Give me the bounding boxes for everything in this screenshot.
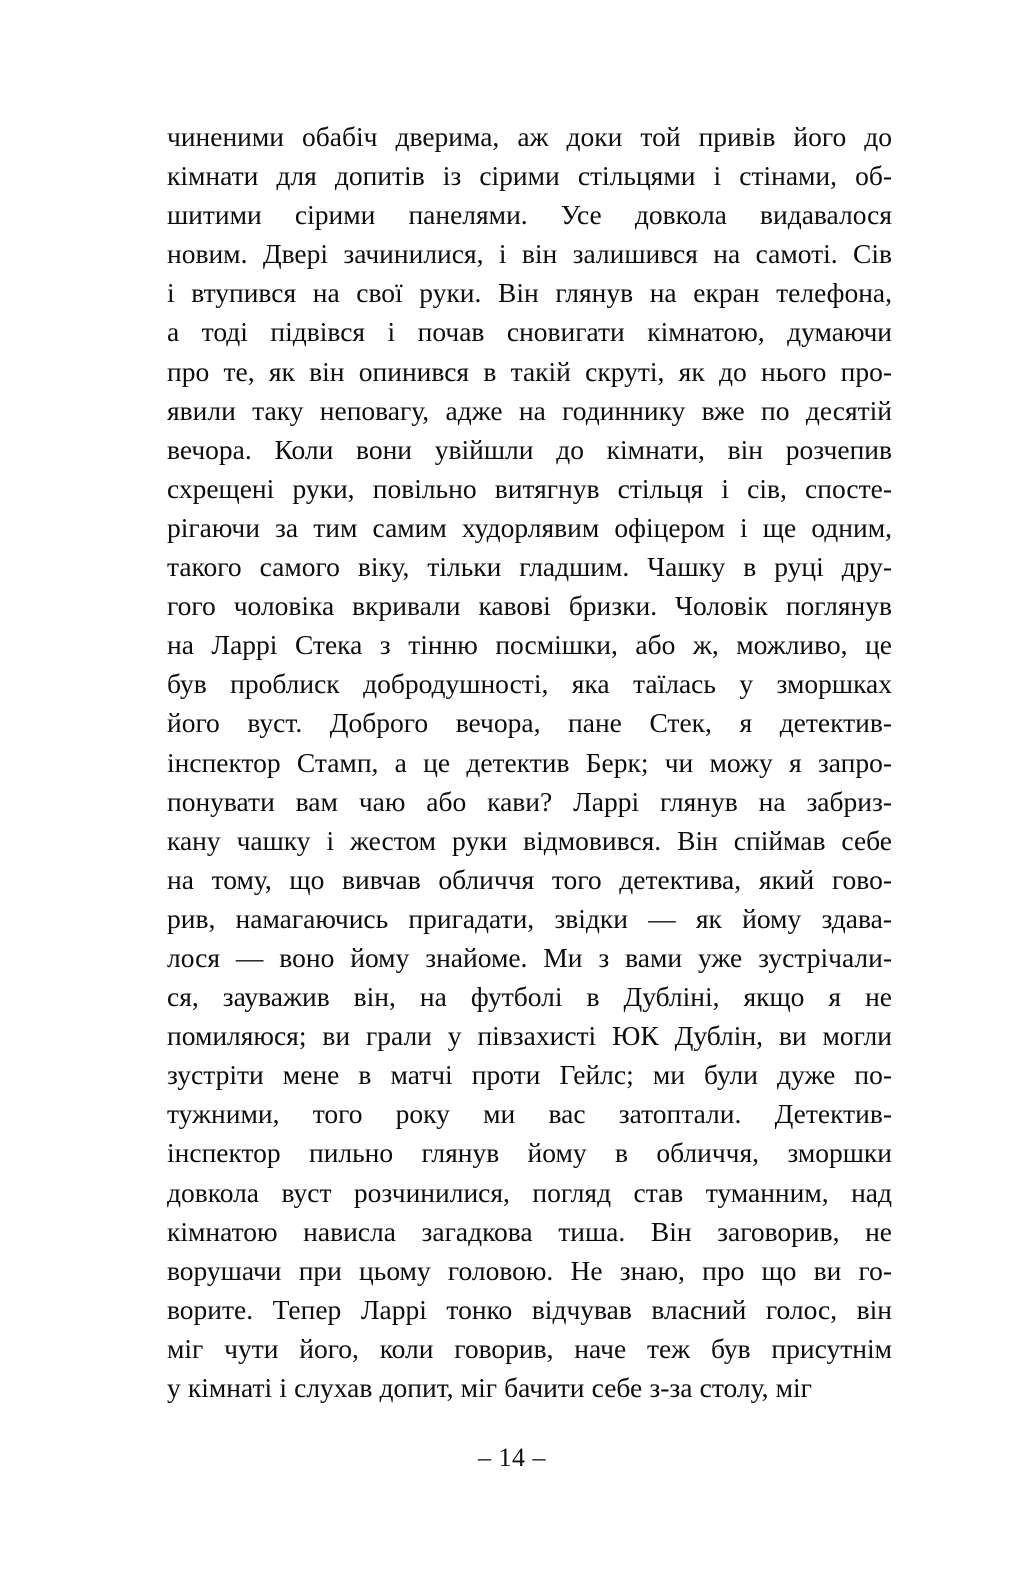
text-line: інспектор пильно глянув йому в обличчя, зморшки xyxy=(167,1137,892,1169)
text-line: на Ларрі Стека з тінню посмішки, або ж, можливо, це xyxy=(167,629,892,661)
text-line: рив, намагаючись пригадати, звідки — як йому здава- xyxy=(167,902,892,934)
text-line: а тоді підвівся і почав сновигати кімнатою, думаючи xyxy=(167,316,892,348)
text-line: понувати вам чаю або кави? Ларрі глянув на забриз- xyxy=(167,785,892,817)
text-line: довкола вуст розчинилися, погляд став туманним, над xyxy=(167,1176,892,1208)
text-line: новим. Двері зачинилися, і він залишився на самоті. Сів xyxy=(167,238,892,270)
page-body-text xyxy=(167,117,892,1407)
text-line: на тому, що вивчав обличчя того детектива, який гово- xyxy=(167,863,892,895)
text-line: і втупився на свої руки. Він глянув на екран телефона, xyxy=(167,277,892,309)
text-line: його вуст. Доброго вечора, пане Стек, я детектив- xyxy=(167,707,892,739)
text-line: явили таку неповагу, адже на годиннику вже по десятій xyxy=(167,394,892,426)
text-line: тужними, того року ми вас затоптали. Детектив- xyxy=(167,1098,892,1130)
text-line: гого чоловіка вкривали кавові бризки. Чоловік поглянув xyxy=(167,590,892,622)
text-line: у кімнаті і слухав допит, міг бачити себе з-за столу, міг xyxy=(167,1372,812,1403)
text-line: вечора. Коли вони увійшли до кімнати, він розчепив xyxy=(167,433,892,465)
paragraph-continuation xyxy=(167,117,892,1407)
text-line: кану чашку і жестом руки відмовився. Він спіймав себе xyxy=(167,824,892,856)
text-line: зустріти мене в матчі проти Гейлс; ми були дуже по- xyxy=(167,1059,892,1091)
text-line: про те, як він опинився в такій скруті, як до нього про- xyxy=(167,355,892,387)
text-line: схрещені руки, повільно витягнув стільця і сів, спосте- xyxy=(167,472,892,504)
text-line: кімнати для допитів із сірими стільцями і стінами, об- xyxy=(167,160,892,192)
text-line: лося — воно йому знайоме. Ми з вами уже зустрічали- xyxy=(167,941,892,973)
text-line: кімнатою нависла загадкова тиша. Він заговорив, не xyxy=(167,1215,892,1247)
page-number-folio: – 14 – xyxy=(477,1443,547,1472)
text-line: ворушачи при цьому головою. Не знаю, про що ви го- xyxy=(167,1254,892,1286)
text-line: міг чути його, коли говорив, наче теж був присутнім xyxy=(167,1332,892,1364)
text-line: ворите. Тепер Ларрі тонко відчував власний голос, він xyxy=(167,1293,892,1325)
text-line: чиненими обабіч дверима, аж доки той привів його до xyxy=(167,121,892,152)
text-line: такого самого віку, тільки гладшим. Чашку в руці дру- xyxy=(167,551,892,583)
text-line: інспектор Стамп, а це детектив Берк; чи можу я запро- xyxy=(167,746,892,778)
text-line: помиляюся; ви грали у півзахисті ЮК Дублін, ви могли xyxy=(167,1020,892,1052)
text-line: ся, зауважив він, на футболі в Дубліні, якщо я не xyxy=(167,981,892,1013)
text-line: шитими сірими панелями. Усе довкола видавалося xyxy=(167,199,892,231)
text-line: рігаючи за тим самим худорлявим офіцером і ще одним, xyxy=(167,511,892,543)
text-line: був проблиск добродушності, яка таїлась у зморшках xyxy=(167,668,892,700)
